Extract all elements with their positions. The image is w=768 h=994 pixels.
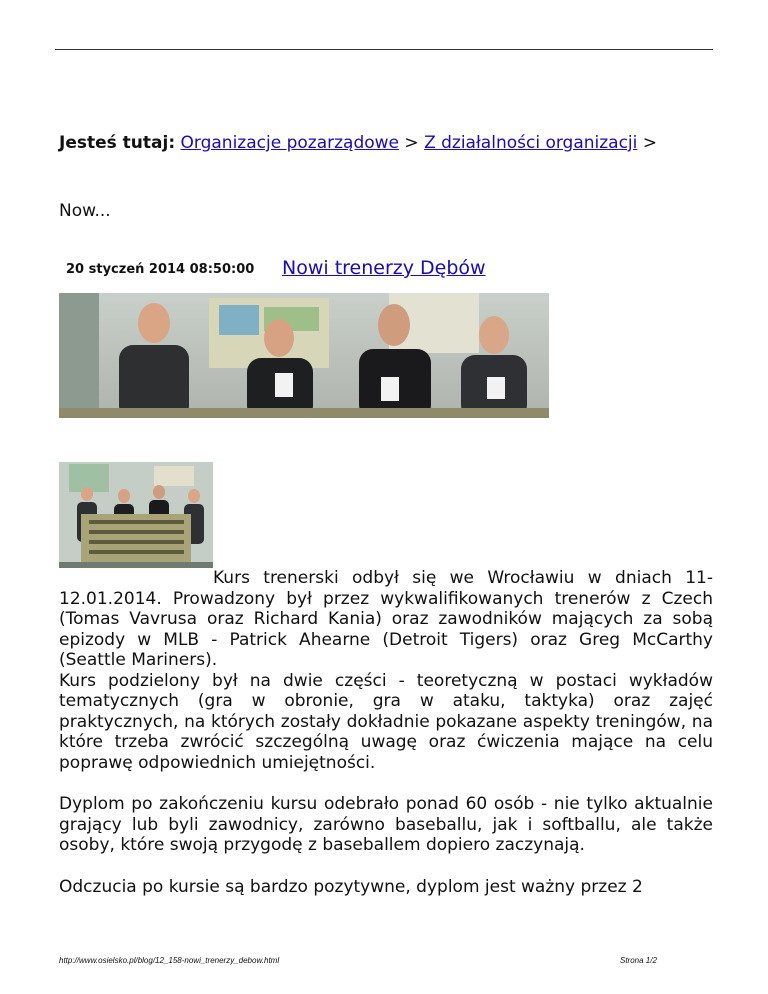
breadcrumb-separator: > (642, 133, 658, 153)
breadcrumb-separator: > (404, 133, 419, 153)
photo-group-image (59, 462, 213, 568)
header-rule (55, 49, 713, 50)
photo-coaches-image (59, 293, 549, 418)
photo-coaches-with-diplomas[interactable] (59, 293, 549, 418)
footer-url: http://www.osielsko.pl/blog/12_158-nowi_trenerzy_debow.html (59, 956, 280, 965)
post-title-link[interactable]: Nowi trenerzy Dębów (282, 257, 486, 279)
breadcrumb (59, 133, 657, 153)
breadcrumb-link-organizacje[interactable]: Organizacje pozarządowe (180, 133, 399, 153)
breadcrumb-current: Now... (59, 201, 111, 221)
article-paragraph: Dyplom po zakończeniu kursu odebrało ponad 60 osób - nie tylko aktualnie grający lub byli zawodnicy, zarówno baseballu, jak i softballu, ale także osoby, które swoją przygodę z baseballem dopiero zaczynają. (59, 794, 713, 855)
article-body (59, 568, 713, 918)
article-paragraph: Odczucia po kursie są bardzo pozytywne, dyplom jest ważny przez 2 (59, 876, 643, 897)
footer-page-number: Strona 1/2 (620, 956, 657, 965)
post-date: 20 styczeń 2014 08:50:00 (66, 262, 255, 277)
photo-group-with-banner[interactable] (59, 462, 213, 568)
article-paragraph-inline: Kurs podzielony był na dwie części - teoretyczną w postaci wykładów tematycznych (gra w obronie, gra w ataku, taktyka) oraz zajęć praktycznych, na których zostały dokładnie pokazane aspekty treningów, na które trzeba zwrócić szczególną uwagę oraz ćwiczenia mające na celu poprawę odpowiednich umiejętności. (59, 670, 713, 773)
breadcrumb-label: Jesteś tutaj: (59, 133, 176, 153)
article-paragraph: Kurs trenerski odbył się we Wrocławiu w dniach 11-12.01.2014. Prowadzony był przez wykwalifikowanych trenerów z Czech (Tomas Vavrusa oraz Richard Kania) oraz zawodników mających za sobą epizody w MLB - Patrick Ahearne (Detroit Tigers) oraz Greg McCarthy (Seattle Mariners). Kurs podzielony był na dwie części - teoretyczną w postaci wykładów tematycznych (gra w obronie, gra w ataku, taktyka) oraz zajęć praktycznych, na których zostały dokładnie pokazane aspekty treningów, na które trzeba zwrócić szczególną uwagę oraz ćwiczenia mające na celu poprawę odpowiednich umiejętności. (59, 568, 713, 773)
breadcrumb-link-dzialalnosc[interactable]: Z działalności organizacji (424, 133, 638, 153)
